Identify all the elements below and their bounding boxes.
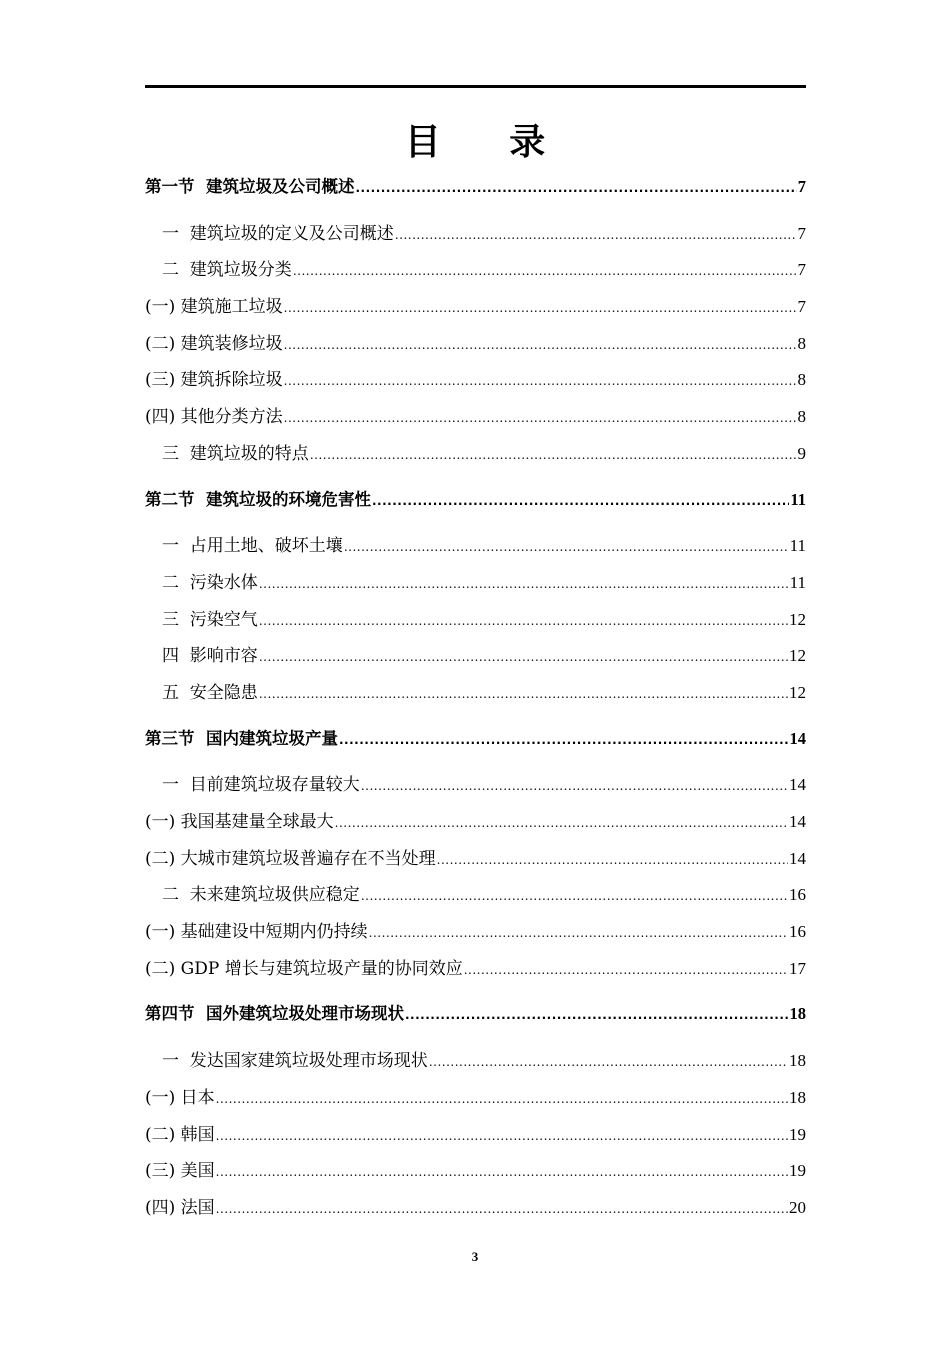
toc-entry-label: 第四节 国外建筑垃圾处理市场现状 (145, 1004, 404, 1024)
toc-entry-page: 17 (789, 958, 806, 978)
toc-entry-label: 一 目前建筑垃圾存量较大 (162, 775, 360, 796)
toc-entry-page: 14 (789, 728, 806, 748)
toc-dot-leader (259, 639, 788, 676)
toc-section-entry[interactable] (145, 721, 806, 758)
toc-entry-page: 8 (797, 333, 806, 353)
toc-dot-leader (259, 566, 789, 603)
toc-entry-label: (二) 建筑装修垃圾 (145, 333, 283, 354)
toc-entry[interactable] (145, 565, 806, 602)
toc-entry-page: 20 (789, 1197, 806, 1217)
toc-dot-leader (369, 915, 788, 952)
toc-entry[interactable] (145, 602, 806, 639)
toc-dot-leader (216, 1081, 788, 1118)
toc-dot-leader (293, 253, 797, 290)
toc-entry-page: 14 (789, 812, 806, 831)
toc-entry-label: 一 占用土地、破坏土壤 (162, 536, 343, 557)
toc-entry[interactable] (145, 638, 806, 675)
toc-entry-page: 12 (789, 609, 806, 629)
toc-dot-leader (259, 676, 788, 713)
toc-entry-page: 19 (789, 1124, 806, 1144)
toc-entry-page: 9 (797, 443, 806, 463)
toc-dot-leader (339, 722, 789, 759)
toc-dot-leader (216, 1154, 788, 1191)
toc-entry-page: 14 (789, 848, 806, 868)
toc-entry[interactable] (145, 1153, 806, 1190)
toc-dot-leader (429, 1044, 788, 1081)
toc-dot-leader (284, 363, 797, 400)
header-rule (145, 85, 806, 88)
toc-dot-leader (344, 529, 789, 566)
toc-entry-page: 19 (789, 1161, 806, 1181)
toc-entry-label: (一) 建筑施工垃圾 (145, 297, 283, 318)
toc-entry-label: 二 建筑垃圾分类 (162, 260, 292, 281)
toc-entry-label: (一) 我国基建量全球最大 (145, 812, 334, 832)
toc-entry-page: 11 (789, 536, 806, 556)
toc-entry-label: 三 污染空气 (162, 609, 258, 630)
toc-entry-page: 8 (797, 407, 806, 427)
toc-entry-page: 11 (790, 489, 806, 509)
toc-entry-label: 五 安全隐患 (162, 682, 258, 703)
toc-entry[interactable] (145, 914, 806, 951)
toc-entry-label: 二 未来建筑垃圾供应稳定 (162, 885, 360, 906)
toc-entry-label: (一) 基础建设中短期内仍持续 (145, 922, 368, 943)
toc-entry[interactable] (145, 1043, 806, 1080)
toc-dot-leader (356, 170, 797, 207)
toc-entry[interactable] (145, 216, 806, 253)
toc-entry-page: 7 (797, 223, 806, 243)
toc-dot-leader (437, 842, 788, 879)
toc-dot-leader (284, 327, 797, 364)
toc-entry[interactable] (145, 362, 806, 399)
toc-entry-page: 7 (797, 297, 806, 317)
toc-entry-label: 第三节 国内建筑垃圾产量 (145, 728, 338, 748)
toc-entry[interactable] (145, 804, 806, 841)
toc-entry-label: 四 影响市容 (162, 646, 258, 667)
toc-entry[interactable] (145, 1190, 806, 1227)
toc-dot-leader (335, 805, 788, 842)
page-number: 3 (471, 1249, 479, 1264)
toc-entry[interactable] (145, 1117, 806, 1154)
toc-entry-label: 三 建筑垃圾的特点 (162, 443, 309, 464)
toc-entry-label: 二 污染水体 (162, 572, 258, 593)
toc-entry-label: (三) 美国 (145, 1161, 215, 1182)
toc-dot-leader (259, 603, 788, 640)
table-of-contents (145, 169, 806, 1227)
toc-entry[interactable] (145, 326, 806, 363)
toc-dot-leader (464, 952, 788, 989)
toc-dot-leader (372, 483, 789, 520)
toc-entry-page: 7 (797, 260, 806, 280)
toc-entry-page: 18 (789, 1087, 806, 1107)
toc-entry[interactable] (145, 877, 806, 914)
toc-section-entry[interactable] (145, 482, 806, 519)
toc-entry-page: 18 (789, 1051, 806, 1071)
toc-entry-label: 一 建筑垃圾的定义及公司概述 (162, 223, 394, 244)
toc-entry-label: (四) 法国 (145, 1197, 215, 1218)
toc-entry-page: 16 (789, 885, 806, 905)
toc-entry[interactable] (145, 252, 806, 289)
toc-entry[interactable] (145, 399, 806, 436)
toc-entry-label: (二) 韩国 (145, 1124, 215, 1145)
toc-entry[interactable] (145, 841, 806, 878)
toc-dot-leader (284, 400, 797, 437)
toc-entry[interactable] (145, 767, 806, 804)
toc-dot-leader (310, 437, 797, 474)
toc-entry-page: 11 (789, 572, 806, 592)
toc-entry[interactable] (145, 289, 806, 326)
toc-entry-page: 14 (789, 775, 806, 795)
toc-entry-label: 第一节 建筑垃圾及公司概述 (145, 177, 355, 196)
toc-entry-label: (三) 建筑拆除垃圾 (145, 370, 283, 391)
toc-entry-label: (一) 日本 (145, 1087, 215, 1108)
toc-entry-page: 7 (797, 177, 806, 196)
toc-entry[interactable] (145, 1080, 806, 1117)
toc-dot-leader (284, 290, 797, 327)
toc-entry-page: 12 (789, 646, 806, 666)
page-title: 目 录 (404, 122, 574, 163)
toc-entry-label: 一 发达国家建筑垃圾处理市场现状 (162, 1051, 428, 1072)
toc-entry-label: (二) 大城市建筑垃圾普遍存在不当处理 (145, 848, 436, 869)
toc-dot-leader (361, 878, 788, 915)
toc-section-entry[interactable] (145, 169, 806, 206)
toc-entry-page: 8 (797, 370, 806, 390)
toc-entry-label: 第二节 建筑垃圾的环境危害性 (145, 489, 371, 509)
toc-dot-leader (361, 768, 788, 805)
toc-section-entry[interactable] (145, 996, 806, 1033)
toc-entry-label: (四) 其他分类方法 (145, 407, 283, 428)
toc-entry-page: 12 (789, 682, 806, 702)
toc-entry-page: 18 (789, 1004, 806, 1024)
toc-dot-leader (395, 217, 797, 254)
toc-entry-page: 16 (789, 922, 806, 942)
toc-entry[interactable] (145, 675, 806, 712)
toc-entry[interactable] (145, 951, 806, 988)
toc-entry[interactable] (145, 436, 806, 473)
toc-entry-label: (二) GDP 增长与建筑垃圾产量的协同效应 (145, 958, 463, 979)
toc-dot-leader (405, 997, 789, 1034)
toc-dot-leader (216, 1191, 788, 1228)
toc-entry[interactable] (145, 528, 806, 565)
toc-dot-leader (216, 1118, 788, 1155)
